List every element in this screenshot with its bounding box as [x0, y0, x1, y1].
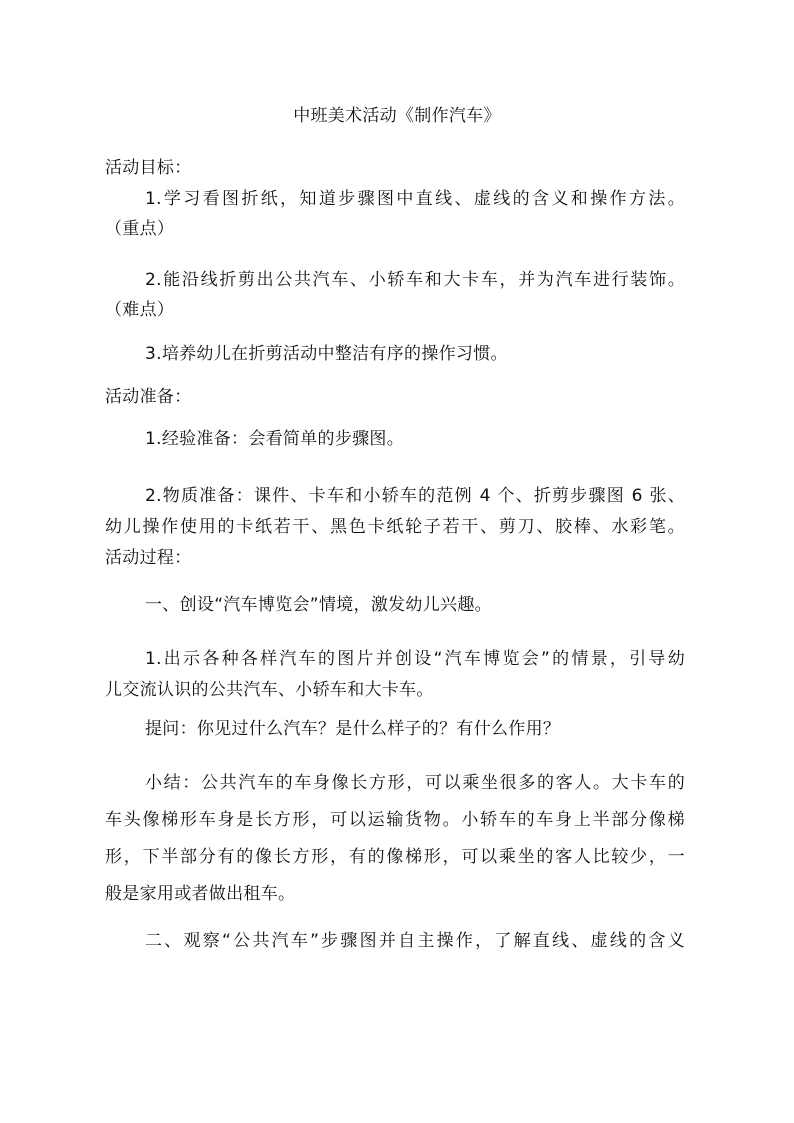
goal-2-line-2: （难点） — [105, 300, 175, 320]
step-1-1-line-1: 1.出示各种各样汽车的图片并创设“汽车博览会”的情景，引导幼 — [145, 649, 685, 669]
step-2-line-1: 二、观察“公共汽车”步骤图并自主操作，了解直线、虚线的含义 — [145, 931, 685, 951]
summary-line-2: 车头像梯形车身是长方形，可以运输货物。小轿车的车身上半部分像梯 — [105, 810, 685, 830]
question: 提问：你见过什么汽车？是什么样子的？有什么作用？ — [145, 719, 561, 739]
goal-1-line-1: 1.学习看图折纸，知道步骤图中直线、虚线的含义和操作方法。 — [145, 189, 685, 209]
process-heading: 活动过程： — [105, 548, 192, 568]
goal-1-line-2: （重点） — [105, 219, 175, 239]
summary-line-1: 小结：公共汽车的车身像长方形，可以乘坐很多的客人。大卡车的 — [145, 773, 685, 793]
document-title: 中班美术活动《制作汽车》 — [293, 106, 501, 126]
prep-1: 1.经验准备：会看简单的步骤图。 — [145, 429, 405, 449]
summary-line-4: 般是家用或者做出租车。 — [105, 884, 296, 904]
step-1: 一、创设“汽车博览会”情境，激发幼儿兴趣。 — [145, 595, 492, 615]
prep-heading: 活动准备： — [105, 387, 192, 407]
step-1-1-line-2: 儿交流认识的公共汽车、小轿车和大卡车。 — [105, 680, 434, 700]
goals-heading: 活动目标： — [105, 158, 192, 178]
prep-2-line-1: 2.物质准备：课件、卡车和小轿车的范例 4 个、折剪步骤图 6 张、 — [145, 486, 685, 506]
goal-3: 3.培养幼儿在折剪活动中整洁有序的操作习惯。 — [145, 344, 508, 364]
summary-line-3: 形，下半部分有的像长方形，有的像梯形，可以乘坐的客人比较少，一 — [105, 847, 685, 867]
prep-2-line-2: 幼儿操作使用的卡纸若干、黑色卡纸轮子若干、剪刀、胶棒、水彩笔。 — [105, 517, 685, 537]
goal-2-line-1: 2.能沿线折剪出公共汽车、小轿车和大卡车，并为汽车进行装饰。 — [145, 270, 685, 290]
